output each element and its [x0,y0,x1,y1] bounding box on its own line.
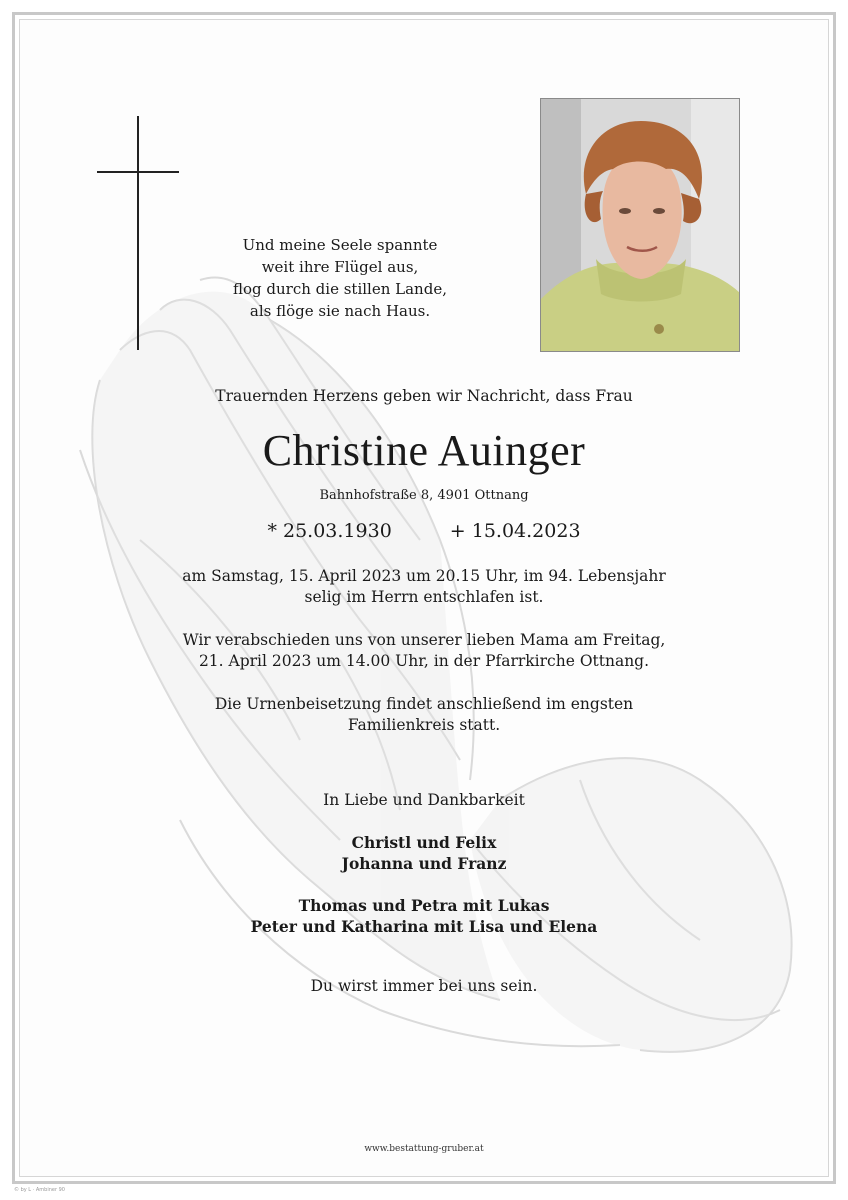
copyright-note: © by L · Ambiner 90 [14,1187,65,1193]
closing-line: Du wirst immer bei uns sein. [310,977,538,995]
poem-line: flog durch die stillen Lande, [233,280,447,298]
family-line: Christl und Felix [351,833,497,852]
deceased-name: Christine Auinger [262,426,586,475]
family-group-children [0,832,848,874]
intro-text: Trauernden Herzens geben wir Nachricht, dass Frau [215,387,633,405]
family-line: Peter und Katharina mit Lisa und Elena [250,917,598,936]
paragraph-line: am Samstag, 15. April 2023 um 20.15 Uhr, im 94. Lebensjahr [182,567,666,585]
family-group-grandchildren [0,895,848,937]
farewell-paragraph [0,630,848,672]
address: Bahnhofstraße 8, 4901 Ottnang [319,488,529,503]
birth-date: * 25.03.1930 [267,520,392,542]
death-date: + 15.04.2023 [449,520,581,542]
family-line: Johanna und Franz [341,854,507,873]
paragraph-line: Familienkreis statt. [347,716,501,734]
burial-paragraph [0,694,848,736]
portrait-photo [540,98,740,352]
cross-vertical-bar [137,116,139,350]
poem-line: als flöge sie nach Haus. [249,302,431,320]
paragraph-line: 21. April 2023 um 14.00 Uhr, in der Pfarrkirche Ottnang. [198,652,650,670]
death-notice-paragraph [0,566,848,608]
paragraph-line: Wir verabschieden uns von unserer lieben Mama am Freitag, [182,631,666,649]
poem-line: Und meine Seele spannte [242,236,438,254]
family-line: Thomas und Petra mit Lukas [298,896,550,915]
poem [140,234,540,322]
cross-horizontal-bar [97,171,179,173]
website-link[interactable]: www.bestattung-gruber.at [364,1144,484,1154]
paragraph-line: Die Urnenbeisetzung findet anschließend im engsten [214,695,634,713]
life-dates [0,520,848,542]
portrait-illustration [541,99,740,352]
poem-line: weit ihre Flügel aus, [261,258,419,276]
paragraph-line: selig im Herrn entschlafen ist. [304,588,544,606]
love-gratitude-line: In Liebe und Dankbarkeit [323,791,525,809]
